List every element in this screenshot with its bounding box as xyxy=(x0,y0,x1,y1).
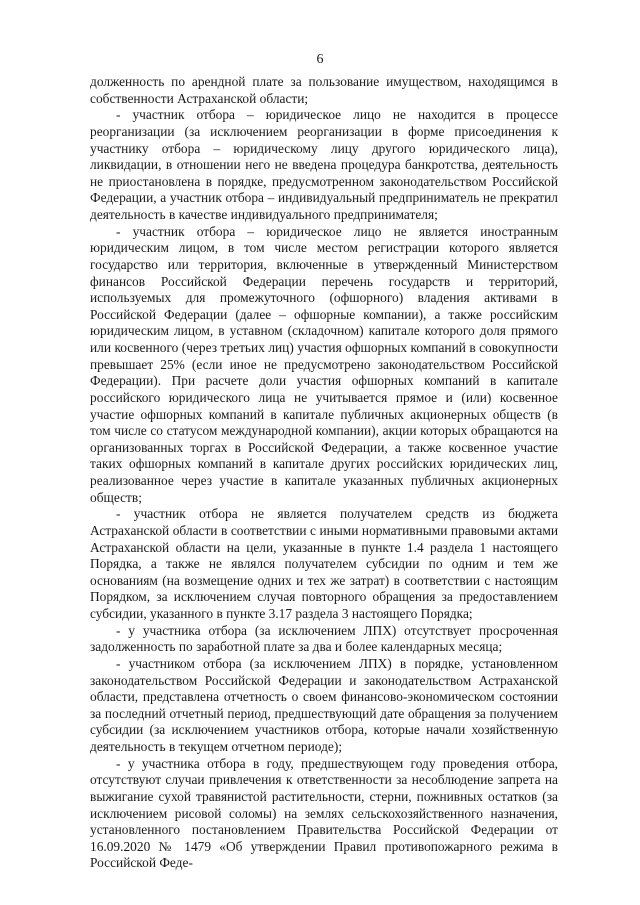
document-body xyxy=(90,74,558,872)
paragraph-salary-debt: - у участника отбора (за исключением ЛПХ) отсутствует просроченная задолженность по заработной плате за два и более календарных месяца; xyxy=(90,622,558,655)
page-number: 6 xyxy=(316,52,324,67)
paragraph-continuation: долженность по арендной плате за пользование имуществом, находящимся в собственности Астраханской области; xyxy=(90,74,558,106)
paragraph-budget-funds: - участник отбора не является получателем средств из бюджета Астраханской области в соответствии с иными нормативными правовыми актами Астраханской области на цели, указанные в пункте 1.4 раздела 1 настоящего Порядка, а также не являлся получателем субсидии по одним и тем же основаниям (на возмещение одних и тех же затрат) в соответствии с настоящим Порядком, за исключением случая повторного обращения за предоставлением субсидии, указанного в пункте 3.17 раздела 3 настоящего Порядка; xyxy=(90,506,558,621)
paragraph-reorganization: - участник отбора – юридическое лицо не находится в процессе реорганизации (за исключением реорганизации в форме присоединения к участнику отбора – юридическому лицу другого юридического лица), ликвидации, в отношении него не введена процедура банкротства, деятельность не приостановлена в порядке, предусмотренном законодательством Российской Федерации, а участник отбора – индивидуальный предприниматель не прекратил деятельность в качестве индивидуального предпринимателя; xyxy=(90,107,558,222)
paragraph-fire-regime: - у участника отбора в году, предшествующем году проведения отбора, отсутствуют случаи привлечения к ответственности за несоблюдение запрета на выжигание сухой травянистой растительности, стерни, пожнивных остатков (за исключением рисовой соломы) на землях сельскохозяйственного назначения, установленного постановлением Правительства Российской Федерации от 16.09.2020 № 1479 «Об утверждении Правил противопожарного режима в Российской Феде- xyxy=(90,755,558,871)
paragraph-reporting: - участником отбора (за исключением ЛПХ) в порядке, установленном законодательством Российской Федерации и законодательством Астраханской области, представлена отчетность о своем финансово-экономическом состоянии за последний отчетный период, предшествующий дате обращения за получением субсидии (за исключением участников отбора, которые начали хозяйственную деятельность в текущем отчетном периоде); xyxy=(90,655,558,754)
paragraph-offshore: - участник отбора – юридическое лицо не является иностранным юридическим лицом, в том числе местом регистрации которого является государство или территория, включенные в утвержденный Министерством финансов Российской Федерации перечень государств и территорий, используемых для промежуточного (офшорного) владения активами в Российской Федерации (далее – офшорные компании), а также российским юридическим лицом, в уставном (складочном) капитале которого доля прямого или косвенного (через третьих лиц) участия офшорных компаний в совокупности превышает 25% (если иное не предусмотрено законодательством Российской Федерации). При расчете доли участия офшорных компаний в капитале российского юридического лица не учитывается прямое и (или) косвенное участие офшорных компаний в капитале публичных акционерных обществ (в том числе со статусом международной компании), акции которых обращаются на организованных торгах в Российской Федерации, а также косвенное участие таких офшорных компаний в капитале других российских юридических лиц, реализованное через участие в капитале указанных публичных акционерных обществ; xyxy=(90,223,558,505)
